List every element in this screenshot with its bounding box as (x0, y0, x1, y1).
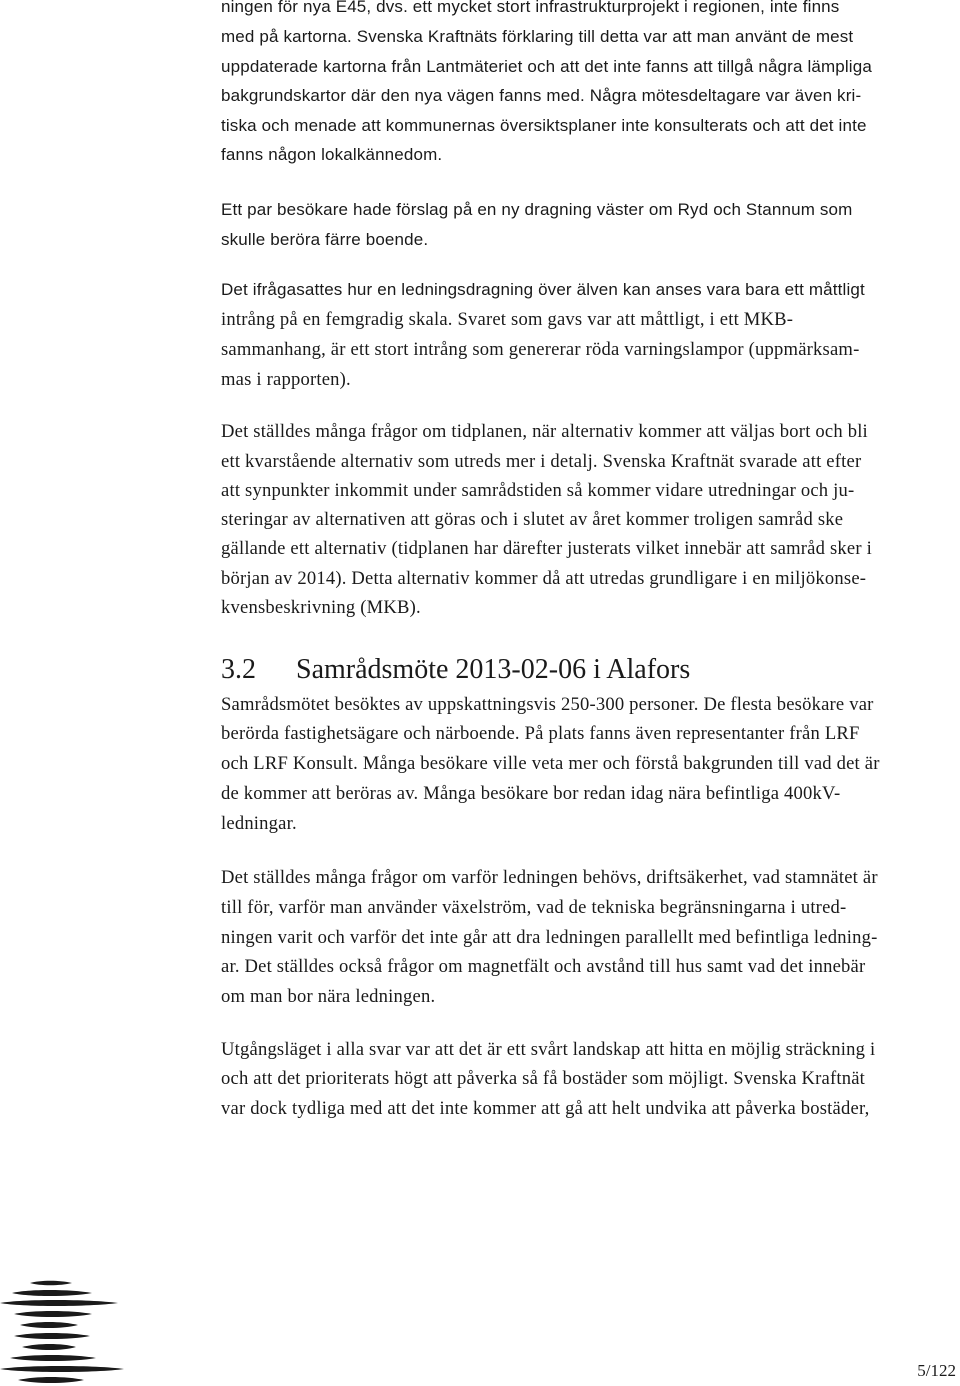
text-line: steringar av alternativen att göras och i slutet av året kommer troligen samråd ske (221, 509, 844, 530)
striped-logo-icon (0, 1280, 130, 1386)
text-line: om man bor nära ledningen. (221, 986, 436, 1007)
text-line: Utgångsläget i alla svar var att det är ett svårt landskap att hitta en möjlig sträckning i (221, 1039, 876, 1060)
text-line: att synpunkter inkommit under samrådstiden så kommer vidare utredningar och ju- (221, 480, 855, 501)
text-line: och att det prioriterats högt att påverka så få bostäder som möjligt. Svenska Kraftnät (221, 1068, 866, 1089)
text-line: till för, varför man använder växelström, vad de tekniska begränsningarna i utred- (221, 897, 847, 918)
text-line: ningen varit och varför det inte går att dra ledningen parallellt med befintliga ledning- (221, 927, 878, 948)
text-line: bakgrundskartor där den nya vägen fanns med. Några mötesdeltagare var även kri- (221, 86, 862, 105)
text-line: början av 2014). Detta alternativ kommer då att utredas grundligare i en miljökonse- (221, 568, 867, 589)
text-line: intrång på en femgradig skala. Svaret som gavs var att måttligt, i ett MKB- (221, 309, 794, 330)
section-number: 3.2 (221, 654, 256, 685)
text-line: var dock tydliga med att det inte kommer att gå att helt undvika att påverka bostäder, (221, 1098, 870, 1119)
text-line: kvensbeskrivning (MKB). (221, 597, 421, 618)
text-line: ett kvarstående alternativ som utreds mer i detalj. Svenska Kraftnät svarade att efter (221, 451, 862, 472)
text-line: ar. Det ställdes också frågor om magnetfält och avstånd till hus samt vad det innebär (221, 956, 866, 977)
text-line: gällande ett alternativ (tidplanen har därefter justerats vilket innebär att samråd sker i (221, 538, 872, 559)
text-line: Ett par besökare hade förslag på en ny dragning väster om Ryd och Stannum som (221, 200, 853, 219)
text-line: berörda fastighetsägare och närboende. På plats fanns även representanter från LRF (221, 723, 860, 744)
text-line: Det ställdes många frågor om varför ledningen behövs, driftsäkerhet, vad stamnätet är (221, 867, 878, 888)
text-line: Det ställdes många frågor om tidplanen, när alternativ kommer att väljas bort och bli (221, 421, 868, 442)
page-number: 5/122 (917, 1361, 956, 1380)
text-line: ledningar. (221, 813, 297, 834)
text-line: Samrådsmötet besöktes av uppskattningsvis 250-300 personer. De flesta besökare var (221, 694, 874, 715)
text-line: tiska och menade att kommunernas översiktsplaner inte konsulterats och att det inte (221, 116, 867, 135)
section-heading (221, 652, 690, 688)
text-line: skulle beröra färre boende. (221, 230, 429, 249)
section-title: Samrådsmöte 2013-02-06 i Alafors (296, 654, 691, 685)
text-line: de kommer att beröras av. Många besökare bor redan idag nära befintliga 400kV- (221, 783, 841, 804)
text-line: mas i rapporten). (221, 369, 351, 390)
text-line: och LRF Konsult. Många besökare ville veta mer och förstå bakgrunden till vad det är (221, 753, 880, 774)
text-line: sammanhang, är ett stort intrång som genererar röda varningslampor (uppmärksam- (221, 339, 860, 360)
text-line: med på kartorna. Svenska Kraftnäts förklaring till detta var att man använt de mest (221, 27, 854, 46)
text-line: ningen för nya E45, dvs. ett mycket stort infrastrukturprojekt i regionen, inte finns (221, 0, 840, 16)
text-line: Det ifrågasattes hur en ledningsdragning över älven kan anses vara bara ett måttligt (221, 280, 865, 299)
text-line: fanns någon lokalkännedom. (221, 145, 443, 164)
text-line: uppdaterade kartorna från Lantmäteriet och att det inte fanns att tillgå några lämpliga (221, 57, 872, 76)
